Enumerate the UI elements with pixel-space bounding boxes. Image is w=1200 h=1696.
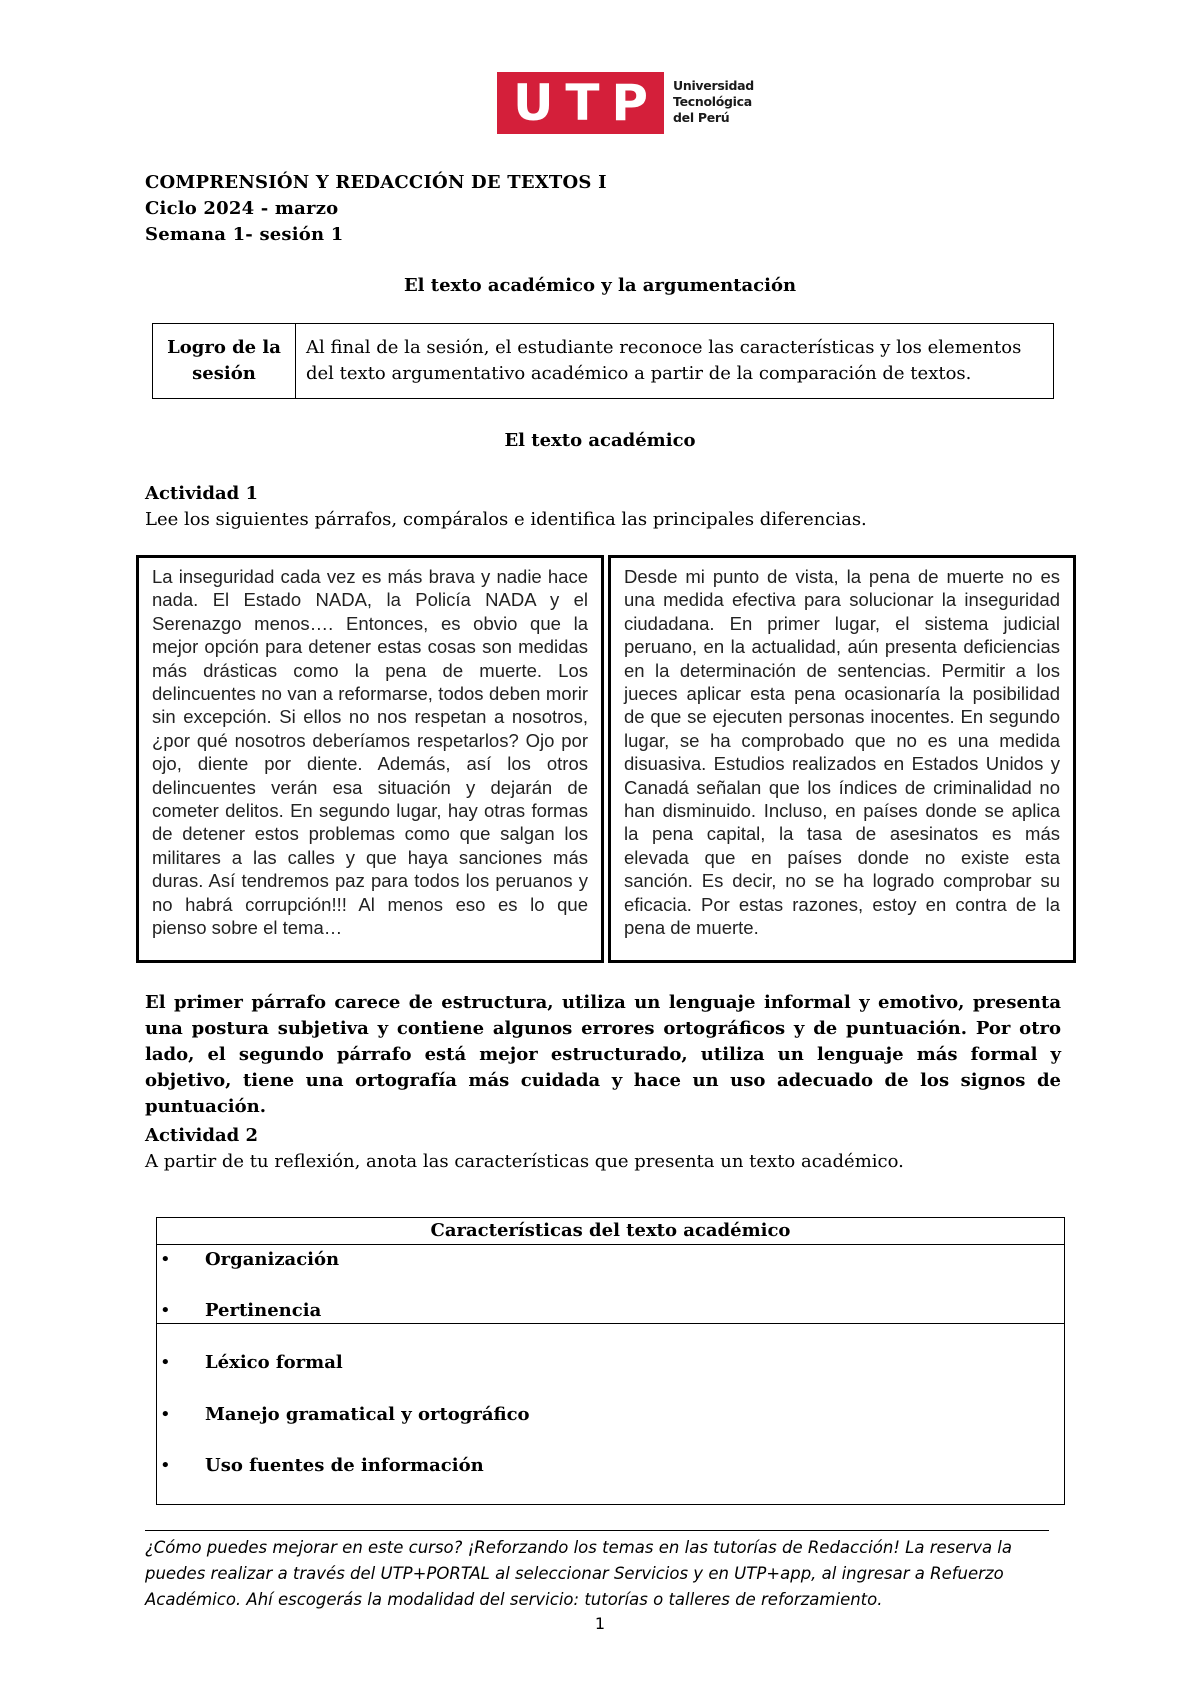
logro-table bbox=[152, 323, 1054, 399]
list-item: • Uso fuentes de información bbox=[205, 1453, 484, 1479]
characteristics-table bbox=[156, 1217, 1065, 1505]
logo-letter-t: T bbox=[565, 74, 600, 132]
characteristics-header: Características del texto académico bbox=[157, 1218, 1064, 1245]
activity-1-instruction: Lee los siguientes párrafos, compáralos e identifica las principales diferencias. bbox=[145, 509, 867, 530]
conclusion-text: El primer párrafo carece de estructura, utiliza un lenguaje informal y emotivo, presenta una postura subjetiva y contiene algunos errores ortográficos y de puntuación. Por otro lado, el segundo párrafo está mejor estructurado, utiliza un lenguaje más formal y objetivo, tiene una ortografía más cuidada y hace un uso adecuado de los signos de puntuación. bbox=[145, 992, 1061, 1117]
list-item: • Pertinencia bbox=[205, 1298, 321, 1324]
course-week: Semana 1- sesión 1 bbox=[145, 224, 344, 245]
course-header bbox=[145, 170, 607, 248]
footer-rule bbox=[145, 1530, 1049, 1531]
activity-1-title: Actividad 1 bbox=[145, 483, 259, 504]
list-item: • Manejo gramatical y ortográfico bbox=[205, 1402, 530, 1428]
course-name: COMPRENSIÓN Y REDACCIÓN DE TEXTOS I bbox=[145, 172, 607, 193]
activity-2-instruction: A partir de tu reflexión, anota las características que presenta un texto académico. bbox=[145, 1151, 904, 1172]
characteristics-section-2 bbox=[157, 1324, 1064, 1504]
logro-label: Logro de la sesión bbox=[153, 324, 296, 399]
logo-letter-u: U bbox=[512, 74, 554, 132]
paragraph-academic: Desde mi punto de vista, la pena de muerte no es una medida efectiva para solucionar la inseguridad ciudadana. En primer lugar, el sistema judicial peruano, en la actualidad, aún presenta deficiencias en la determinación de sentencias. Permitir a los jueces aplicar esta pena ocasionaría la posibilidad de que se ejecuten personas inocentes. En segundo lugar, se ha comprobado que no es una medida disuasiva. Estudios realizados en Estados Unidos y Canadá señalan que los índices de criminalidad no han disminuido. Incluso, en países donde se aplica la pena capital, la tasa de asesinatos es más elevada que en países donde no existe esta sanción. Es decir, no se ha logrado comprobar su eficacia. Por estas razones, estoy en contra de la pena de muerte. bbox=[608, 555, 1076, 963]
logro-text: Al final de la sesión, el estudiante reconoce las características y los elementos del texto argumentativo académico a partir de la comparación de textos. bbox=[296, 324, 1054, 399]
list-item: • Organización bbox=[205, 1247, 339, 1273]
footer-note: ¿Cómo puedes mejorar en este curso? ¡Reforzando los temas en las tutorías de Redacción! La reserva la puedes realizar a través del UTP+PORTAL al seleccionar Servicios y en UTP+app, al ingresar a Refuerzo Académico. Ahí escogerás la modalidad del servicio: tutorías o talleres de reforzamiento. bbox=[145, 1538, 1013, 1609]
page-number: 1 bbox=[594, 1614, 606, 1633]
logo-letter-p: P bbox=[611, 74, 649, 132]
utp-logo bbox=[497, 72, 752, 134]
page-title: El texto académico y la argumentación bbox=[403, 275, 797, 296]
paragraph-informal: La inseguridad cada vez es más brava y nadie hace nada. El Estado NADA, la Policía NADA y el Serenazgo menos…. Entonces, es obvio que la mejor opción para detener estas cosas son medidas más drásticas como la pena de muerte. Los delincuentes no van a reformarse, todos deben morir sin excepción. Si ellos no nos respetan a nosotros, ¿por qué nosotros deberíamos respetarlos? Ojo por ojo, diente por diente. Además, así los otros delincuentes verán esa situación y dejarán de cometer delitos. En segundo lugar, hay otras formas de detener estos problemas como que salgan los militares a las calles y que haya sanciones más duras. Así tendremos paz para todos los peruanos y no habrá corrupción!!! Al menos eso es lo que pienso sobre el tema… bbox=[136, 555, 604, 963]
activity-2 bbox=[145, 1123, 904, 1175]
activity-2-title: Actividad 2 bbox=[145, 1125, 259, 1146]
list-item: • Léxico formal bbox=[205, 1350, 343, 1376]
section-title: El texto académico bbox=[504, 430, 696, 451]
logo-wordmark: Universidad Tecnológica del Perú bbox=[673, 78, 754, 125]
utp-logo-mark bbox=[497, 72, 664, 134]
course-cycle: Ciclo 2024 - marzo bbox=[145, 198, 339, 219]
characteristics-section-1 bbox=[157, 1245, 1064, 1324]
activity-1 bbox=[145, 481, 867, 533]
